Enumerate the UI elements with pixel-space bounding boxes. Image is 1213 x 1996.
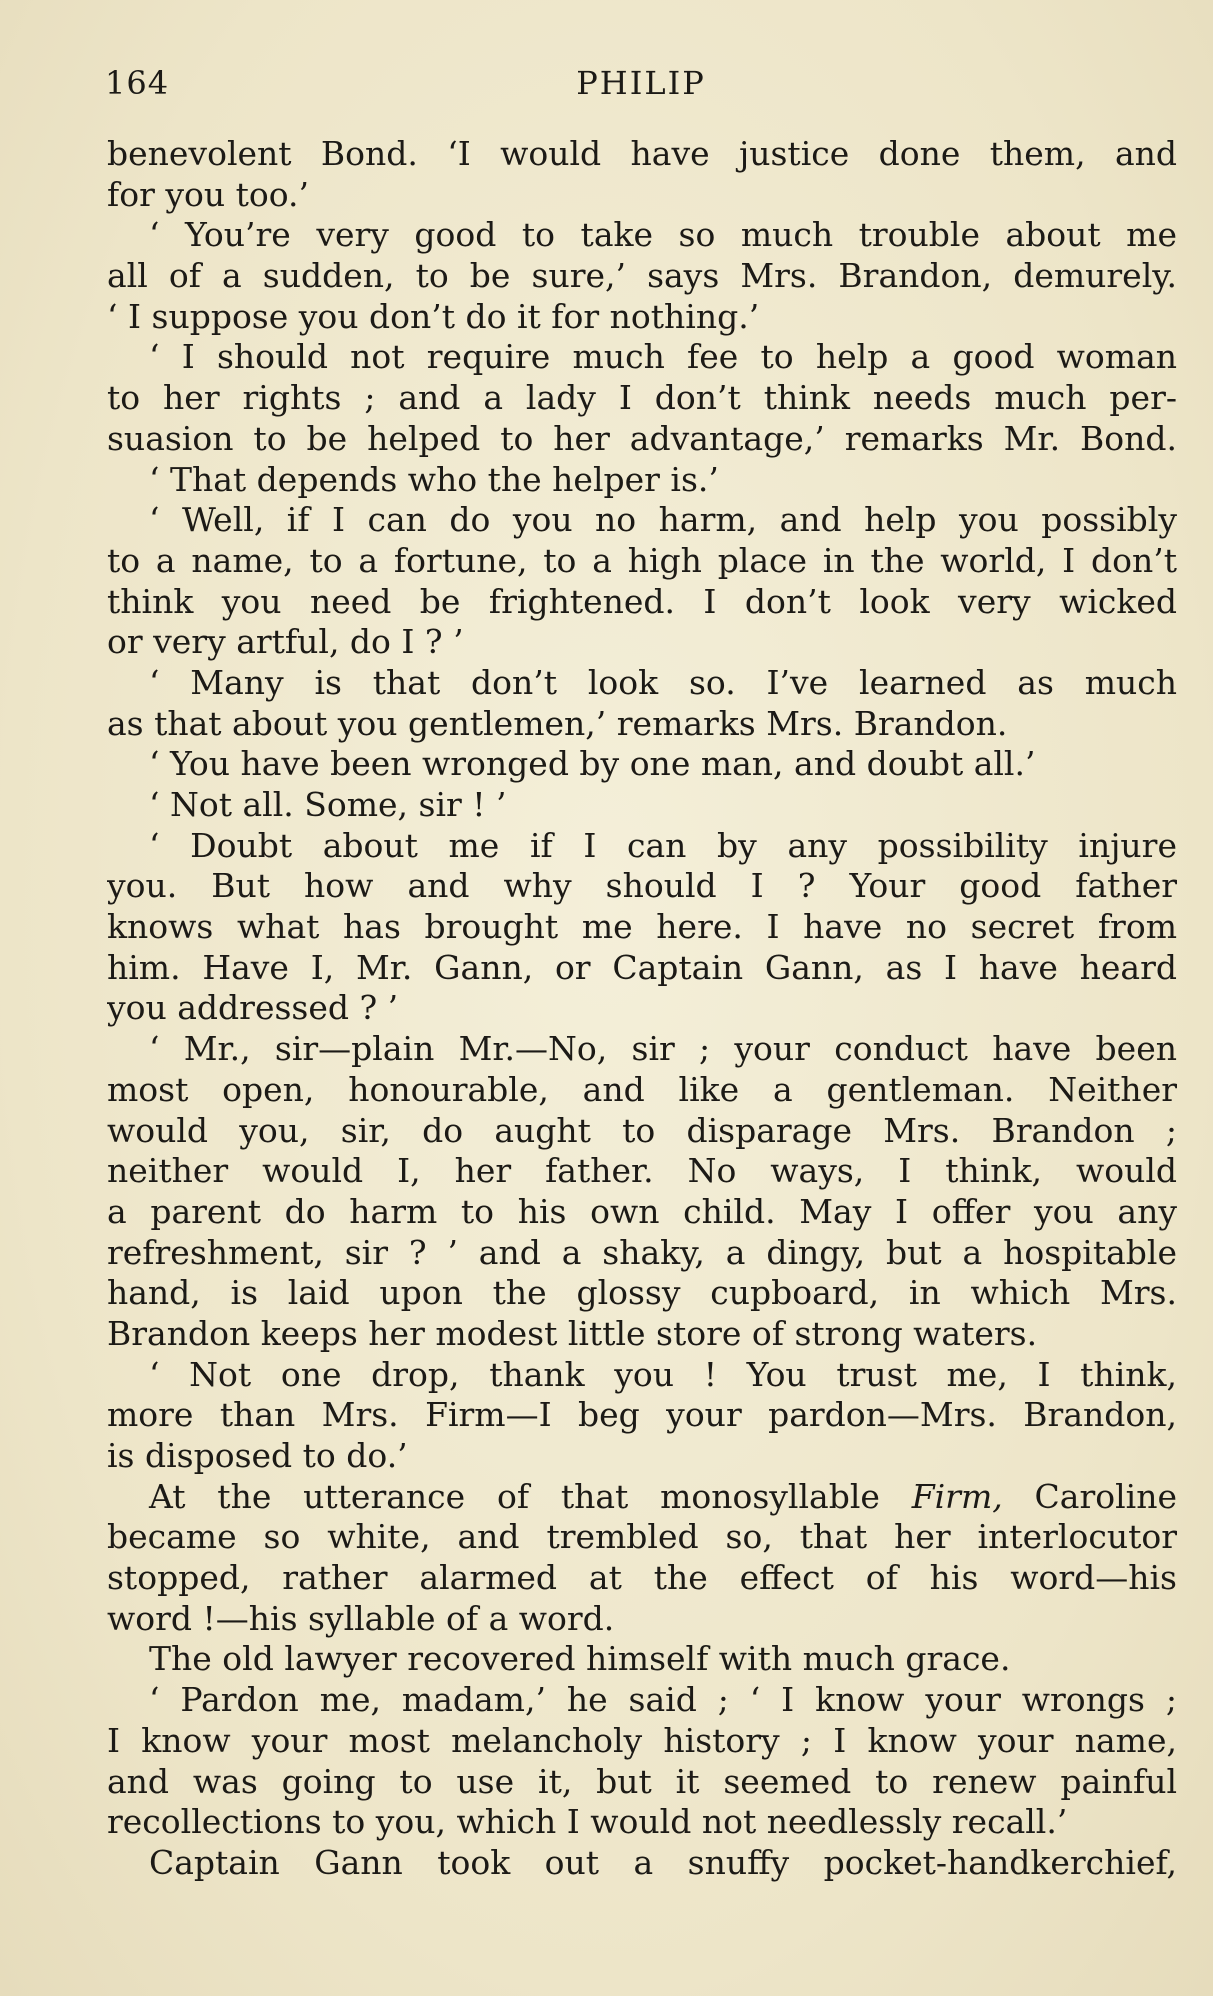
text-line: would you, sir, do aught to disparage Mrs. Brandon ; [107, 1110, 1177, 1150]
text-line: neither would I, her father. No ways, I think, would [107, 1151, 1177, 1191]
text-line: ‘ That depends who the helper is.’ [149, 459, 719, 499]
text-line: stopped, rather alarmed at the effect of his word—his [107, 1558, 1177, 1598]
text-line: more than Mrs. Firm—I beg your pardon—Mrs. Brandon, [107, 1395, 1177, 1435]
text-line: you. But how and why should I ? Your good father [107, 866, 1177, 906]
text-line: him. Have I, Mr. Gann, or Captain Gann, as I have heard [107, 947, 1177, 987]
text-line: ‘ Mr., sir—plain Mr.—No, sir ; your conduct have been [149, 1029, 1177, 1069]
text-line: you addressed ? ’ [107, 988, 399, 1028]
text-line: ‘ I suppose you don’t do it for nothing.’ [107, 296, 760, 336]
text-line: all of a sudden, to be sure,’ says Mrs. Brandon, demurely. [107, 256, 1177, 296]
text-line: ‘ I should not require much fee to help a good woman [149, 337, 1177, 377]
text-line: became so white, and trembled so, that her interlocutor [107, 1517, 1177, 1557]
page-header [105, 58, 1177, 108]
page-number: 164 [105, 64, 170, 102]
text-line: I know your most melancholy history ; I know your name, [107, 1720, 1177, 1760]
text-line: ‘ Doubt about me if I can by any possibility injure [149, 825, 1177, 865]
text-line: ‘ Not one drop, thank you ! You trust me, I think, [149, 1354, 1177, 1394]
text-line: as that about you gentlemen,’ remarks Mrs. Brandon. [107, 703, 1008, 743]
text-line: ‘ Pardon me, madam,’ he said ; ‘ I know your wrongs ; [149, 1680, 1177, 1720]
text-line: ‘ Many is that don’t look so. I’ve learned as much [149, 662, 1177, 702]
text-line: most open, honourable, and like a gentleman. Neither [107, 1069, 1177, 1109]
text-line: to her rights ; and a lady I don’t think needs much per- [107, 378, 1177, 418]
text-line: a parent do harm to his own child. May I offer you any [107, 1191, 1177, 1231]
text-line: recollections to you, which I would not needlessly recall.’ [107, 1802, 1068, 1842]
text-line: hand, is laid upon the glossy cupboard, in which Mrs. [107, 1273, 1177, 1313]
text-line: ‘ Well, if I can do you no harm, and help you possibly [149, 500, 1177, 540]
text-line: is disposed to do.’ [107, 1436, 408, 1475]
text-line: ‘ You have been wronged by one man, and doubt all.’ [149, 744, 1036, 784]
italic-word: Firm, [911, 1476, 1003, 1516]
text-line: refreshment, sir ? ’ and a shaky, a dingy, but a hospitable [107, 1232, 1177, 1272]
text-line: think you need be frightened. I don’t look very wicked [107, 581, 1177, 621]
running-title: PHILIP [576, 64, 706, 102]
text-line: The old lawyer recovered himself with much grace. [149, 1639, 1011, 1679]
text-line: word !—his syllable of a word. [107, 1598, 615, 1638]
body-text [107, 134, 1177, 1884]
text-line: suasion to be helped to her advantage,’ remarks Mr. Bond. [107, 418, 1177, 458]
text-line: and was going to use it, but it seemed to renew painful [107, 1761, 1177, 1801]
text-line: ‘ Not all. Some, sir ! ’ [149, 785, 507, 824]
text-line: for you too.’ [107, 174, 309, 214]
text-line: ‘ You’re very good to take so much trouble about me [149, 215, 1177, 255]
text-line: Brandon keeps her modest little store of strong waters. [107, 1313, 1038, 1353]
text-line: Captain Gann took out a snuffy pocket-handkerchief, [149, 1842, 1177, 1882]
text-line: benevolent Bond. ‘I would have justice done them, and [107, 134, 1177, 173]
text-line: or very artful, do I ? ’ [107, 622, 464, 662]
text-line: to a name, to a fortune, to a high place in the world, I don’t [107, 540, 1177, 580]
text-line: knows what has brought me here. I have no secret from [107, 907, 1177, 947]
text-line: At the utterance of that monosyllable Firm, Caroline [149, 1476, 1177, 1516]
